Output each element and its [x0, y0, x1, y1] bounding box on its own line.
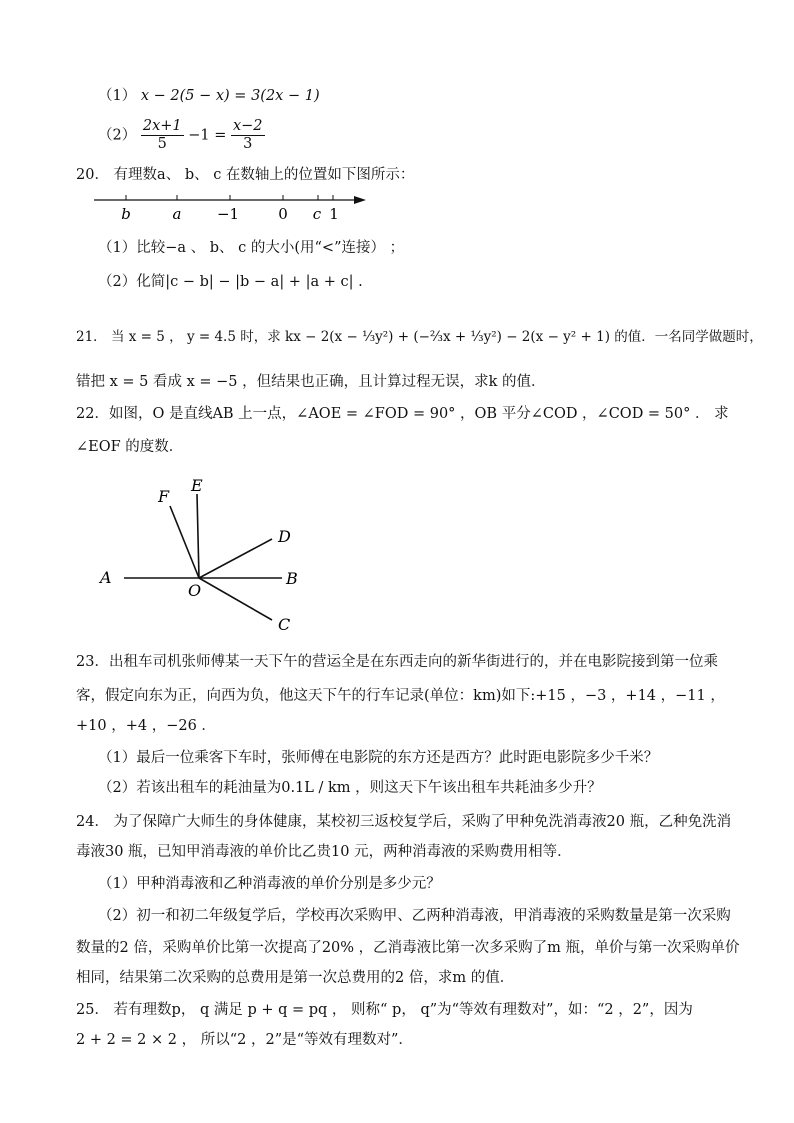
q20-part1: （1）比较−a 、 b、 c 的大小(用“<”连接） ； — [98, 240, 405, 256]
q20-stem: 20． 有理数a、 b、 c 在数轴上的位置如下图所示： — [76, 167, 415, 183]
ray-of — [170, 506, 199, 578]
number-line-figure — [90, 190, 380, 224]
q19-fraction-denominator: 5 — [157, 136, 167, 152]
point-label-e: E — [191, 476, 203, 495]
q24-part2-line1: （2）初一和初二年级复学后，学校再次采购甲、乙两种消毒液，甲消毒液的采购数量是第一次采购 — [98, 908, 731, 924]
number-line-arrow — [354, 196, 366, 204]
q21-line1: 21． 当 x = 5 ， y = 4.5 时，求 kx − 2(x − ⅓y²) + (−⅔x + ⅓y²) − 2(x − y² + 1) 的值．一名同学做题时， — [76, 329, 763, 345]
q24-line1: 24． 为了保障广大师生的身体健康，某校初三返校复学后，采购了甲种免洗消毒液20 瓶，乙种免洗消 — [76, 814, 732, 830]
q21-line2: 错把 x = 5 看成 x = −5 ，但结果也正确，且计算过程无误，求k 的值． — [76, 374, 546, 390]
q25-line1: 25． 若有理数p， q 满足 p + q = pq ， 则称“ p， q”为“等效有理数对”，如：“2 ，2”，因为 — [76, 1002, 693, 1018]
q19-fraction-denominator: 3 — [243, 136, 253, 152]
q20-part2: （2）化简|c − b| − |b − a| + |a + c| . — [98, 274, 363, 290]
q19-part2-fraction-right — [231, 118, 265, 153]
q24-line2: 毒液30 瓶，已知甲消毒液的单价比乙贵10 元，两种消毒液的采购费用相等． — [76, 844, 572, 860]
q19-part2-label: （2） — [98, 127, 137, 144]
label-b: b — [121, 205, 131, 223]
q24-part2-line2: 数量的2 倍，采购单价比第一次提高了20% ，乙消毒液比第一次多采购了m 瓶，单价与第一次采购单价 — [76, 940, 740, 956]
q23-line1: 23．出租车司机张师傅某一天下午的营运全是在东西走向的新华街进行的，并在电影院接到第一位乘 — [76, 654, 718, 670]
q23-line3: +10 ，+4 ，−26 ． — [76, 718, 216, 734]
q19-part1-equation: x − 2(5 − x) = 3(2x − 1) — [140, 88, 320, 104]
angle-figure — [96, 472, 316, 642]
point-label-a: A — [100, 568, 112, 587]
q19-fraction-numerator: x−2 — [232, 118, 263, 134]
q24-part1: （1）甲种消毒液和乙种消毒液的单价分别是多少元？ — [98, 876, 441, 892]
label-minus-one: −1 — [216, 205, 240, 223]
q19-part1-label: （1） — [98, 88, 137, 104]
q23-part1: （1）最后一位乘客下车时，张师傅在电影院的东方还是西方？此时距电影院多少千米？ — [98, 750, 659, 766]
q19-part2-middle: −1 = — [188, 127, 227, 144]
point-label-c: C — [278, 615, 291, 634]
ray-oc — [199, 578, 272, 620]
ray-od — [199, 539, 272, 578]
q25-line2: 2 + 2 = 2 × 2 ， 所以“2 ，2”是“等效有理数对”． — [76, 1032, 413, 1048]
point-label-f: F — [158, 487, 170, 506]
ray-oe — [197, 494, 199, 578]
q23-part2: （2）若该出租车的耗油量为0.1L / km ，则这天下午该出租车共耗油多少升？ — [98, 780, 602, 796]
q23-line2: 客，假定向东为正，向西为负，他这天下午的行车记录(单位：km)如下:+15 ，−3 ，+14 ，−11 ， — [76, 688, 725, 704]
point-label-d: D — [278, 527, 291, 546]
q19-part2-fraction-left — [141, 118, 184, 153]
q22-line1: 22．如图，O 是直线AB 上一点，∠AOE = ∠FOD = 90° ，OB 平分∠COD ，∠COD = 50° ． 求 — [76, 406, 729, 422]
q19-part1 — [98, 86, 320, 106]
label-a: a — [172, 205, 182, 223]
label-c: c — [312, 205, 322, 223]
point-label-o: O — [188, 581, 202, 600]
q24-part2-line3: 相同，结果第二次采购的总费用是第一次总费用的2 倍，求m 的值． — [76, 970, 515, 986]
q19-part2 — [98, 118, 265, 153]
q19-fraction-numerator: 2x+1 — [142, 118, 182, 134]
q22-line2: ∠EOF 的度数． — [76, 439, 184, 455]
label-one: 1 — [329, 205, 339, 223]
label-zero: 0 — [278, 205, 288, 223]
point-label-b: B — [286, 569, 298, 588]
